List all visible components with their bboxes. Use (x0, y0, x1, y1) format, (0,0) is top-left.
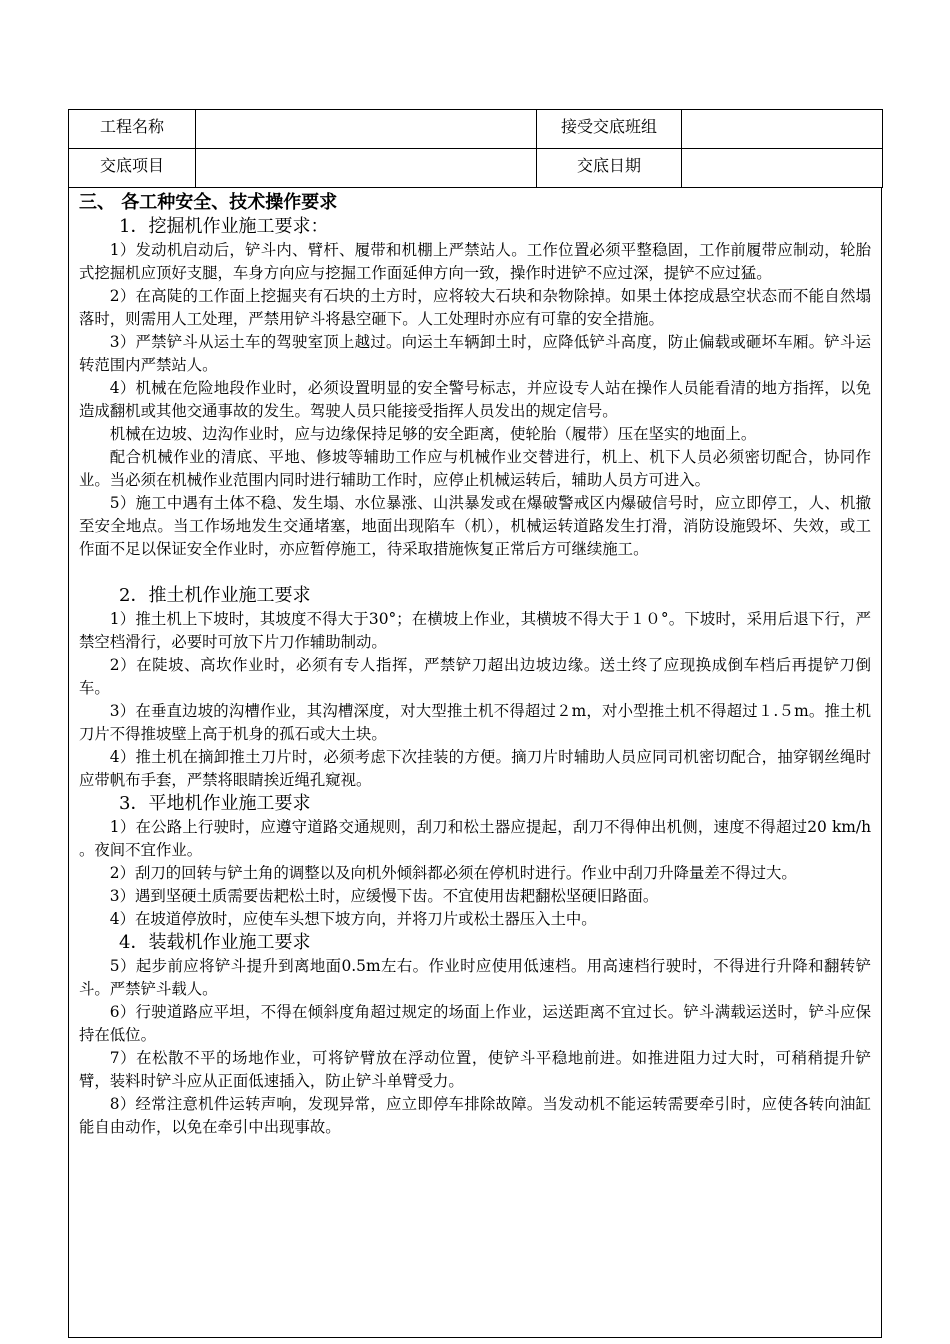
paragraph: 4）机械在危险地段作业时，必须设置明显的安全警号标志，并应设专人站在操作人员能看清的地方指挥，以免造成翻机或其他交通事故的发生。驾驶人员只能接受指挥人员发出的规定信号。 (79, 379, 871, 420)
block-title-excavator: 1．挖掘机作业施工要求： (119, 216, 329, 237)
header-row-2 (69, 149, 883, 188)
block-title-grader: 3．平地机作业施工要求 (119, 793, 311, 814)
paragraph: 4）推土机在摘卸推土刀片时，必须考虑下次挂装的方便。摘刀片时辅助人员应同司机密切配合，抽穿钢丝绳时应带帆布手套，严禁将眼睛挨近绳孔窥视。 (79, 748, 871, 789)
content-cell (68, 188, 882, 1338)
paragraph: 2）在高陡的工作面上挖掘夹有石块的土方时，应将较大石块和杂物除掉。如果土体挖成悬空状态而不能自然塌落时，则需用人工处理，严禁用铲斗将悬空砸下。人工处理时亦应有可靠的安全措施。 (79, 287, 871, 328)
receiving-team-label: 接受交底班组 (537, 110, 682, 149)
paragraph: 配合机械作业的清底、平地、修坡等辅助工作应与机械作业交替进行，机上、机下人员必须密切配合，协同作业。当必须在机械作业范围内同时进行辅助工作时，应停止机械运转后，辅助人员方可进入。 (79, 448, 871, 489)
paragraph: 2）刮刀的回转与铲土角的调整以及向机外倾斜都必须在停机时进行。作业中刮刀升降量差不得过大。 (109, 864, 797, 882)
paragraph: 1）发动机启动后，铲斗内、臂杆、履带和机棚上严禁站人。工作位置必须平整稳固，工作前履带应制动，轮胎式挖掘机应顶好支腿，车身方向应与挖掘工作面延伸方向一致，操作时进铲不应过深，提铲不应过猛。 (79, 241, 871, 282)
paragraph: 3）遇到坚硬土质需要齿耙松土时，应缓慢下齿。不宜使用齿耙翻松坚硬旧路面。 (109, 887, 659, 905)
paragraph: 7）在松散不平的场地作业，可将铲臂放在浮动位置，使铲斗平稳地前进。如推进阻力过大时，可稍稍提升铲臂，装料时铲斗应从正面低速插入，防止铲斗单臂受力。 (79, 1049, 871, 1090)
spacer (79, 561, 871, 584)
paragraph: 6）行驶道路应平坦，不得在倾斜度角超过规定的场面上作业，运送距离不宜过长。铲斗满载运送时，铲斗应保持在低位。 (79, 1003, 871, 1044)
header-row-1 (69, 110, 883, 149)
disclosure-date-value (682, 149, 883, 188)
disclosure-sheet (68, 109, 882, 1338)
paragraph: 1）推土机上下坡时，其坡度不得大于30°；在横坡上作业，其横坡不得大于１０°。下坡时，采用后退下行，严禁空档滑行，必要时可放下片刀作辅助制动。 (79, 610, 871, 651)
disclosure-item-value (196, 149, 537, 188)
paragraph: 2）在陡坡、高坎作业时，必须有专人指挥，严禁铲刀超出边坡边缘。送土终了应现换成倒车档后再提铲刀倒车。 (79, 656, 871, 697)
block-title-loader: 4．装载机作业施工要求 (119, 932, 311, 953)
paragraph: 1）在公路上行驶时，应遵守道路交通规则，刮刀和松土器应提起，刮刀不得伸出机侧，速度不得超过20 km/h 。夜间不宜作业。 (79, 818, 871, 859)
paragraph: 3）在垂直边坡的沟槽作业，其沟槽深度，对大型推土机不得超过２m，对小型推土机不得超过１.５m。推土机刀片不得推坡壁上高于机身的孤石或大土块。 (79, 702, 871, 743)
paragraph: 5）起步前应将铲斗提升到离地面0.5m左右。作业时应使用低速档。用高速档行驶时，不得进行升降和翻转铲斗。严禁铲斗载人。 (79, 957, 871, 998)
project-name-label: 工程名称 (69, 110, 196, 149)
disclosure-item-label: 交底项目 (69, 149, 196, 188)
project-name-value (196, 110, 537, 149)
section-title: 三、 各工种安全、技术操作要求 (79, 192, 338, 213)
paragraph: 4）在坡道停放时，应使车头想下坡方向，并将刀片或松土器压入土中。 (109, 910, 597, 928)
paragraph: 8）经常注意机件运转声响，发现异常，应立即停车排除故障。当发动机不能运转需要牵引时，应使各转向油缸能自由动作，以免在牵引中出现事故。 (79, 1095, 871, 1136)
paragraph: 5）施工中遇有土体不稳、发生塌、水位暴涨、山洪暴发或在爆破警戒区内爆破信号时，应立即停工，人、机撤至安全地点。当工作场地发生交通堵塞，地面出现陷车（机），机械运转道路发生打滑，消防设施毁坏、失效，或工作面不足以保证安全作业时，亦应暂停施工，待采取措施恢复正常后方可继续施工。 (79, 494, 871, 558)
paragraph: 机械在边坡、边沟作业时，应与边缘保持足够的安全距离，使轮胎（履带）压在坚实的地面上。 (109, 425, 757, 443)
disclosure-date-label: 交底日期 (537, 149, 682, 188)
receiving-team-value (682, 110, 883, 149)
paragraph: 3）严禁铲斗从运土车的驾驶室顶上越过。向运土车辆卸土时，应降低铲斗高度，防止偏载或砸坏车厢。铲斗运转范围内严禁站人。 (79, 333, 871, 374)
header-table (68, 109, 883, 188)
block-title-bulldozer: 2．推土机作业施工要求 (119, 585, 311, 606)
